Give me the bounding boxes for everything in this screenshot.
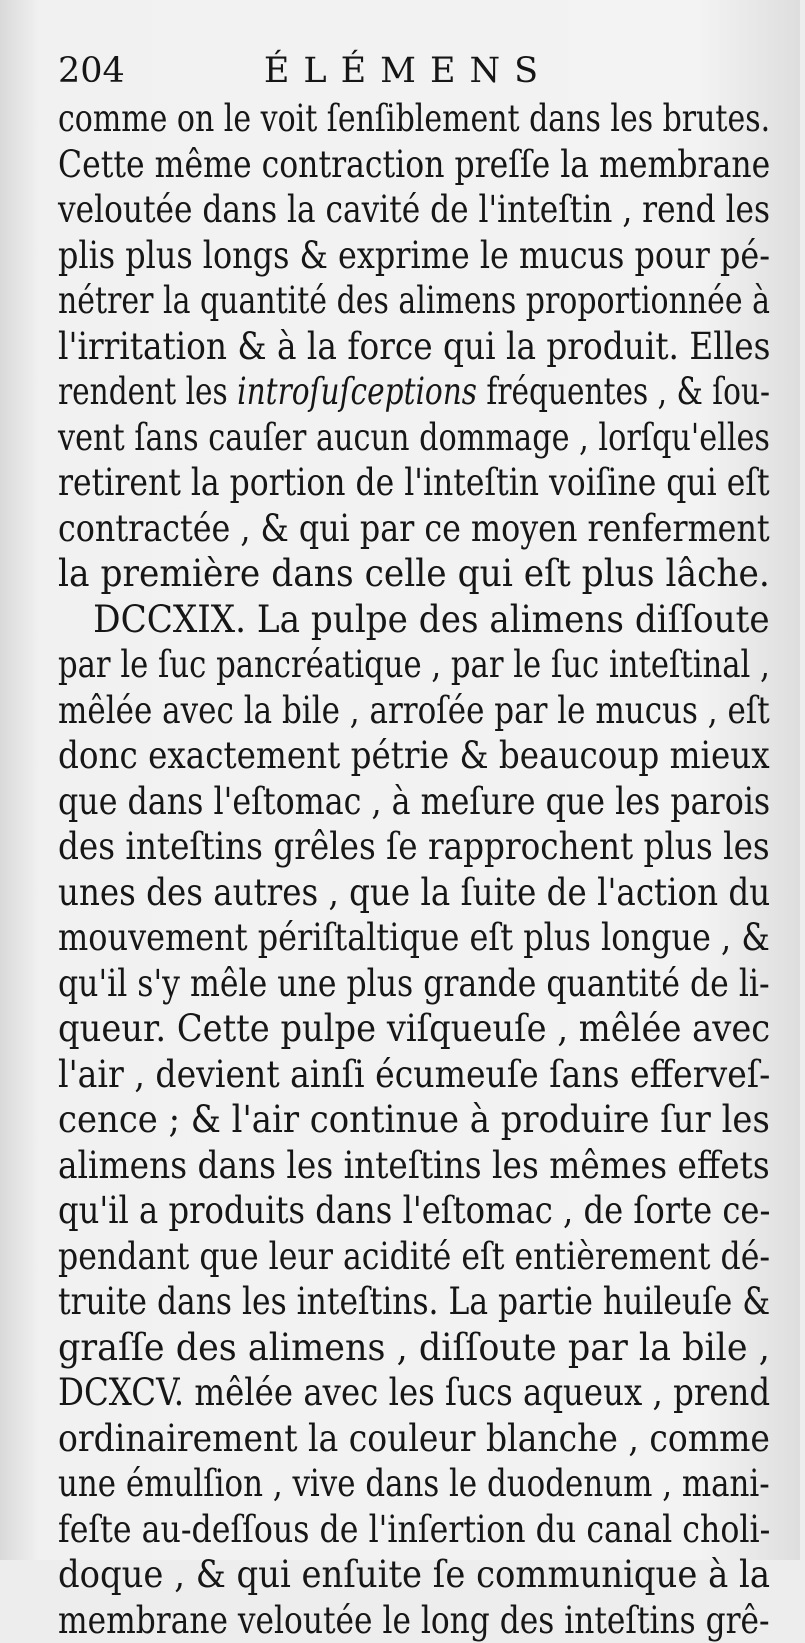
text-line: membrane veloutée le long des inteſtins grê- xyxy=(58,1598,770,1643)
text-line: queur. Cette pulpe viſqueuſe , mêlée avec xyxy=(58,1006,770,1052)
text-line: donc exactement pétrie & beaucoup mieux xyxy=(58,733,770,779)
text-line: une émulſion , vive dans le duodenum , mani- xyxy=(58,1461,770,1507)
text-line: par le ſuc pancréatique , par le ſuc inteſtinal , xyxy=(58,642,770,688)
text-line: pendant que leur acidité eſt entièrement dé- xyxy=(58,1234,770,1280)
text-line: mouvement périſtaltique eſt plus longue , & xyxy=(58,915,770,961)
text-line: DCXCV. mêlée avec les ſucs aqueux , prend xyxy=(58,1370,770,1416)
text-line: DCCXIX. La pulpe des alimens diſſoute xyxy=(58,597,805,643)
running-title: ÉLÉMENS xyxy=(58,46,758,96)
text-line: alimens dans les inteſtins les mêmes effets xyxy=(58,1143,770,1189)
text-line: mêlée avec la bile , arroſée par le mucus , eſt xyxy=(58,688,770,734)
text-line: la première dans celle qui eſt plus lâche. xyxy=(58,551,770,597)
text-line: des inteſtins grêles ſe rapprochent plus les xyxy=(58,824,770,870)
text-line: l'air , devient ainſi écumeuſe ſans efferveſ- xyxy=(58,1052,770,1098)
text-line: doque , & qui enſuite ſe communique à la xyxy=(58,1552,770,1598)
text-line: ordinairement la couleur blanche , comme xyxy=(58,1416,770,1462)
text-line: comme on le voit ſenſiblement dans les brutes. xyxy=(58,96,770,142)
text-line: contractée , & qui par ce moyen renferment xyxy=(58,506,770,552)
text-line: graſſe des alimens , diſſoute par la bile , xyxy=(58,1325,770,1371)
text-line: vent ſans cauſer aucun dommage , lorſqu'elles xyxy=(58,415,770,461)
text-line: qu'il a produits dans l'eſtomac , de ſorte ce- xyxy=(58,1188,770,1234)
text-line: retirent la portion de l'inteſtin voiſine qui eſt xyxy=(58,460,770,506)
body-text xyxy=(58,96,770,1643)
text-line: feſte au-deſſous de l'inſertion du canal choli- xyxy=(58,1507,770,1553)
text-line: nétrer la quantité des alimens proportionnée à xyxy=(58,278,770,324)
page-number: 204 xyxy=(58,46,125,96)
text-line: unes des autres , que la ſuite de l'action du xyxy=(58,870,770,916)
text-line: truite dans les inteſtins. La partie huileuſe & xyxy=(58,1279,770,1325)
text-line: l'irritation & à la force qui la produit. Elles xyxy=(58,324,770,370)
running-head xyxy=(58,46,758,96)
text-line: plis plus longs & exprime le mucus pour pé- xyxy=(58,233,770,279)
text-line: veloutée dans la cavité de l'inteſtin , rend les xyxy=(58,187,770,233)
text-line: qu'il s'y mêle une plus grande quantité de li- xyxy=(58,961,770,1007)
text-line: que dans l'eſtomac , à meſure que les parois xyxy=(58,779,770,825)
text-line: Cette même contraction preſſe la membrane xyxy=(58,142,770,188)
text-line: cence ; & l'air continue à produire ſur les xyxy=(58,1097,770,1143)
text-line: rendent les introſuſceptions fréquentes , & ſou- xyxy=(58,369,770,415)
